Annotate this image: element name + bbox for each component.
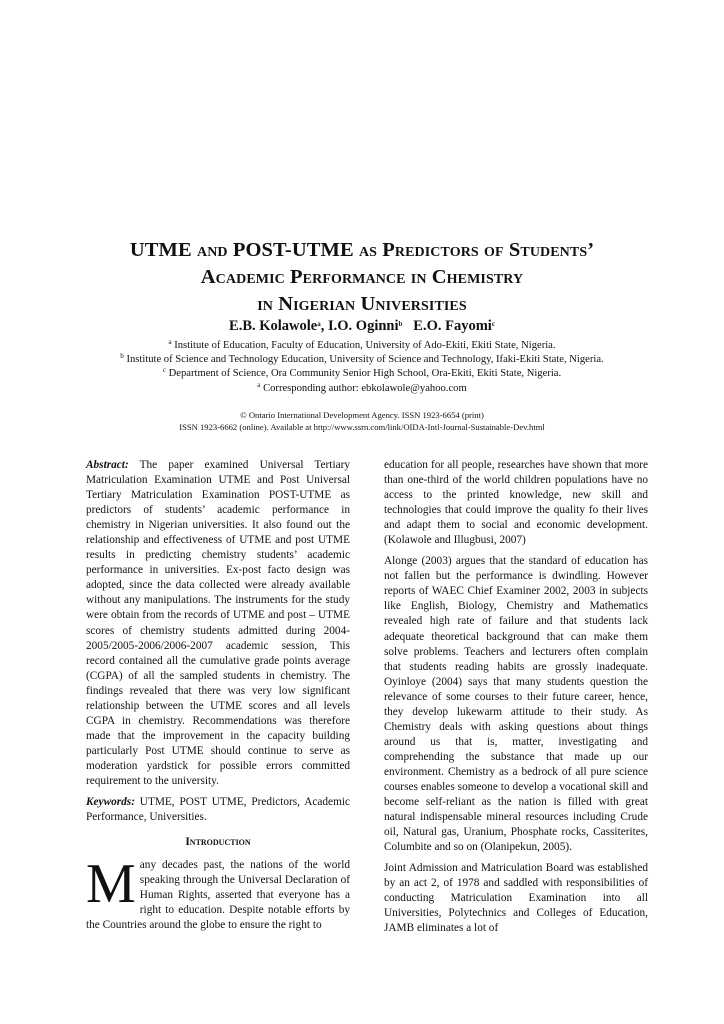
author-affiliation-mark: a	[317, 320, 321, 328]
affiliation-line	[40, 367, 684, 381]
body-paragraph: Joint Admission and Matriculation Board was established by an act 2, of 1978 and saddled with responsibilities of conducting Matriculation Examination into all Universities, Polytechnics and Colleges of Education, JAMB eliminates a lot of	[384, 862, 648, 935]
affiliations	[40, 339, 684, 396]
body-paragraph: education for all people, researches have shown that more than one-third of the world children populations have no access to the printed knowledge, new skill and technologies that could improve the quality fo their lives and adapt them to social and economic development. (Kolawole and Illugbusi, 2007)	[384, 459, 648, 547]
title-line-2: Academic Performance in Chemistry	[200, 266, 524, 288]
author-list: E.B. Kolawole$^a$, I.O. Oginni$^b$ E.O. Fayomi$^c$	[229, 318, 495, 334]
author-affiliation-mark: c	[491, 320, 495, 328]
affiliation-mark: b	[120, 352, 124, 361]
section-heading-introduction: Introduction	[185, 836, 251, 849]
author-name: E.O. Fayomi	[413, 318, 492, 334]
corresponding-author-text: Corresponding author: ebkolawole@yahoo.com	[263, 382, 467, 394]
copyright-notice	[40, 409, 684, 433]
body-paragraph: Alonge (2003) argues that the standard of education has not fallen but the performance is dwindling. However reports of WAEC Chief Examiner 2002, 2003 in subjects like English, Biology, Chemistry and Mathematics revealed high rate of failure and that students lack adequate theoretical background that can make them solve problems. Teachers and lecturers often complain that students reading habits are grossly inadequate. Oyinloye (2004) says that many students question the relevance of some courses to their future career, hence, they develop lukewarm attitude to their study. As Chemistry deals with asking questions about things around us that is, matter, investigating and comprehending the substance that made up our environment. Chemistry as a bedrock of all pure science courses enables someone to develop a vocational skill and become self-reliant as the nation is filled with great natural indispensable mineral resources including Crude oil, Natural gas, Uranium, Phosphate rocks, Cassiterites, Columbite and so on (Olanipekun, 2005).	[384, 555, 648, 854]
title-line-3: in Nigerian Universities	[257, 293, 467, 315]
copyright-line-1: © Ontario International Development Agency. ISSN 1923-6654 (print)	[240, 410, 484, 420]
author-name: E.B. Kolawole	[229, 318, 318, 334]
copyright-line-2: ISSN 1923-6662 (online). Available at http://www.ssrn.com/link/OIDA-Intl-Journal-Sustainable-Dev.html	[179, 422, 545, 432]
author-affiliation-mark: b	[398, 320, 403, 328]
abstract-text: The paper examined Universal Tertiary Matriculation Examination UTME and Post Universal Tertiary Matriculation Examination POST-UTME as predictors of students’ academic performance in chemistry in Nigerian universities. It also found out the relationship and effectiveness of UTME and post UTME results in predicting chemistry students’ academic performance in universities. Ex-post facto design was adopted, since the data collected were already available without any manipulations. The instruments for the study were obtain from the records of UTME and post – UTME scores of chemistry students admitted during 2004-2005/2005-2006/2006-2007 academic session, This record contained all the cumulative grade points average (CGPA) of all the sampled students in chemistry. The findings revealed that there was very low significant relationship between the UTME scores and all levels CGPA in chemistry. Recommendations was therefore made that the improvement in the capacity building particularly Post UTME should continue to serve as moderation yardstick for possible errors committed requirement to the university.	[86, 459, 351, 787]
abstract	[86, 458, 350, 789]
corresponding-author	[40, 382, 684, 396]
keywords	[86, 795, 350, 825]
abstract-label: Abstract:	[86, 459, 129, 471]
affiliation-mark: c	[162, 366, 166, 375]
affiliation-mark: a	[168, 338, 172, 346]
drop-cap: M	[86, 853, 136, 916]
paper-title	[60, 237, 664, 318]
title-line-1: UTME and POST-UTME as Predictors of Students’	[129, 239, 595, 261]
affiliation-text: Institute of Science and Technology Education, University of Science and Technology, Ifaki-Ekiti State, Nigeria.	[126, 354, 604, 366]
left-column	[86, 458, 350, 939]
introduction-text: any decades past, the nations of the world speaking through the Universal Declaration of Human Rights, asserted that everyone has a right to education. Despite notable efforts by the Countries around the globe to ensure the right to	[86, 859, 350, 932]
author-name: I.O. Oginni	[328, 318, 399, 334]
introduction-paragraph	[86, 853, 350, 933]
affiliation-text: Department of Science, Ora Community Senior High School, Ora-Ekiti, Ekiti State, Nigeria.	[168, 368, 562, 380]
affiliation-mark: a	[257, 380, 261, 389]
keywords-text: UTME, POST UTME, Predictors, Academic Performance, Universities.	[86, 796, 351, 824]
affiliation-line	[40, 339, 684, 353]
affiliation-text: Institute of Education, Faculty of Education, University of Ado-Ekiti, Ekiti State, Nigeria.	[174, 340, 556, 351]
affiliation-line	[40, 353, 684, 367]
keywords-label: Keywords:	[86, 796, 135, 809]
right-column	[384, 458, 648, 942]
